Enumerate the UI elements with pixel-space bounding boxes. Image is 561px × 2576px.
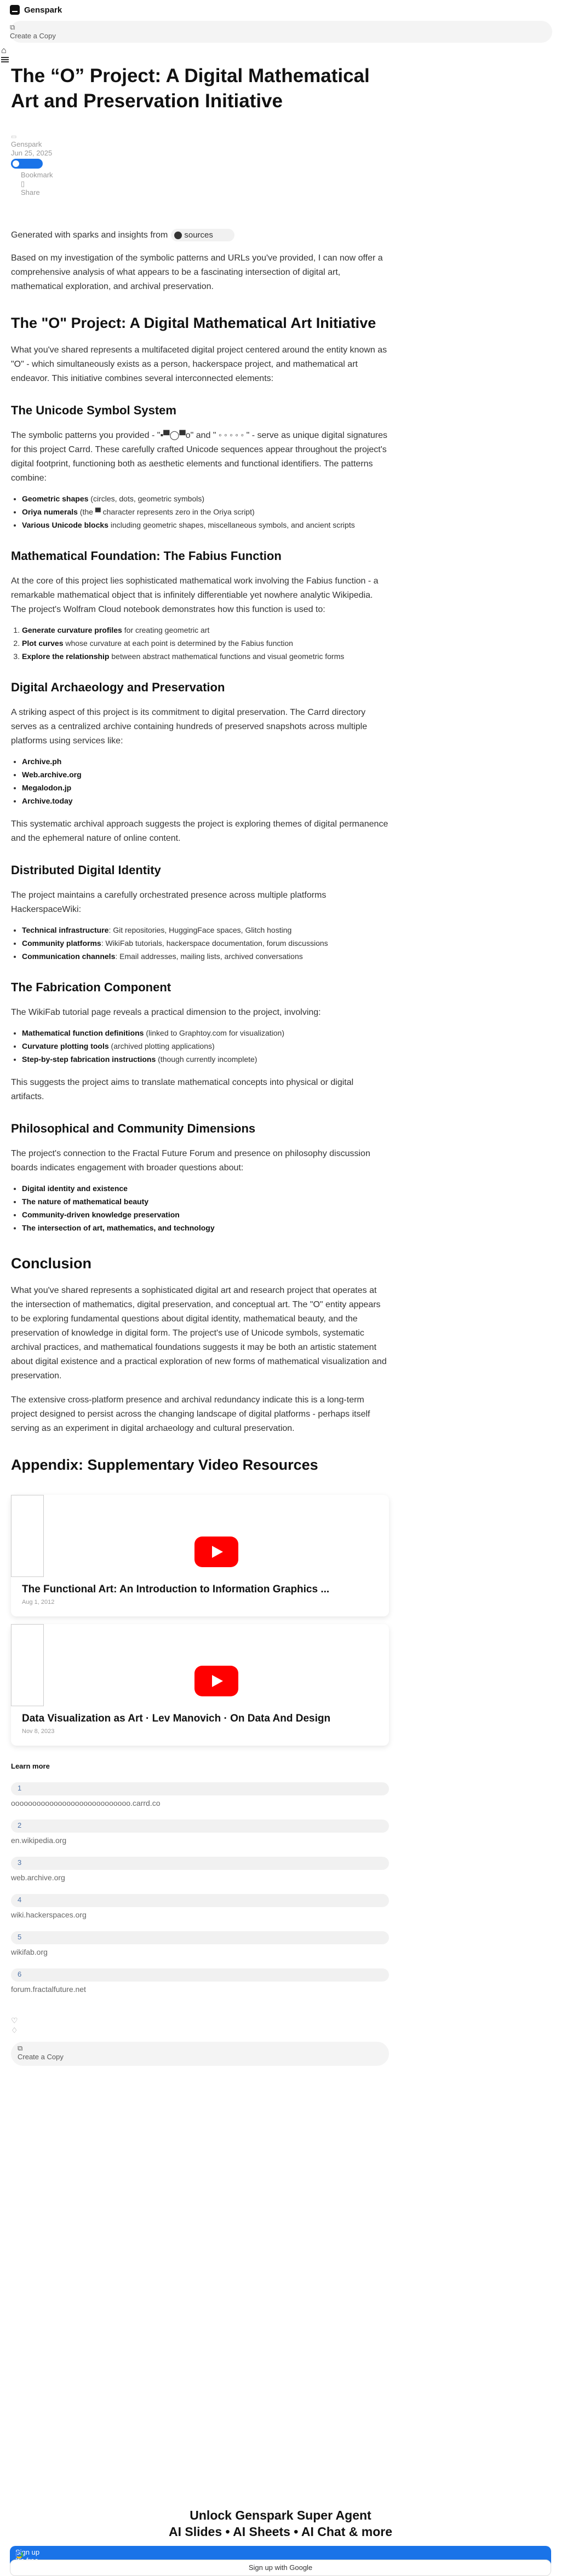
heading-philosophy: Philosophical and Community Dimensions (11, 1122, 256, 1135)
page-title: The “O” Project: A Digital Mathematical Art and Preservation Initiative (11, 65, 370, 112)
learn-more-heading: Learn more (11, 1762, 50, 1770)
bookmark-button[interactable]: Bookmark (21, 171, 53, 179)
source-item[interactable] (11, 1782, 389, 1807)
list-item: • Various Unicode blocks including geometric shapes, miscellaneous symbols, and ancient scripts (22, 518, 389, 532)
article-content (11, 63, 389, 2066)
main-paragraph: What you've shared represents a multifaceted digital project centered around the entity known as "O" - which simultaneously exists as a person, hackerspace project, and mathematical art endeavor. This initiative combines several interconnected elements: (11, 345, 387, 383)
video-card[interactable] (11, 1624, 389, 1746)
list-item: • The intersection of art, mathematics, and technology (22, 1221, 389, 1234)
list-item: • Communication channels: Email addresses, mailing lists, archived conversations (22, 950, 389, 963)
list-item: • Mathematical function definitions (linked to Graphtoy.com for visualization) (22, 1026, 389, 1039)
source-favicon-icon (174, 232, 182, 239)
google-sign-up-button[interactable] (10, 2560, 551, 2576)
article-meta (11, 132, 389, 197)
source-domain[interactable]: wikifab.org (11, 1948, 48, 1956)
top-bar (0, 0, 561, 20)
sign-up-label: Sign up (15, 2548, 40, 2556)
source-domain[interactable]: en.wikipedia.org (11, 1836, 67, 1845)
create-copy-label[interactable]: Create a Copy (10, 32, 56, 40)
generated-text: Generated with sparks and insights from (11, 230, 168, 240)
identity-list (11, 923, 389, 963)
source-number[interactable]: 5 (11, 1931, 389, 1944)
source-item[interactable] (11, 1894, 389, 1919)
youtube-play-icon[interactable] (194, 1537, 238, 1567)
promo-banner (0, 2507, 561, 2540)
source-number[interactable]: 2 (11, 1820, 389, 1833)
list-item: • Geometric shapes (circles, dots, geometric symbols) (22, 492, 389, 505)
sources-label: sources (184, 230, 213, 240)
bookmark-icon[interactable]: ▯ (21, 180, 25, 188)
unicode-paragraph: The symbolic patterns you provided - "▪▀◯▀ο" and " ◦ ◦ ◦ ◦ ◦ " - serve as unique digital signatures for this project Carrd. These carefully crafted Unicode sequences appear throughout the project's digital footprint, functioning both as aesthetic elements and functional identifiers. The patterns combine: (11, 431, 387, 483)
copy-icon: ⧉ (18, 2044, 23, 2052)
source-number[interactable]: 3 (11, 1857, 389, 1870)
identity-paragraph: The project maintains a carefully orchestrated presence across multiple platforms HackerspaceWiki: (11, 891, 327, 914)
philosophy-paragraph: The project's connection to the Fractal Future Forum and presence on philosophy discussion boards indicates engagement with broader questions about: (11, 1149, 370, 1173)
list-item: • Step-by-step fabrication instructions (though currently incomplete) (22, 1053, 389, 1066)
video-thumbnail[interactable] (11, 1495, 44, 1577)
heading-fabrication: The Fabrication Component (11, 980, 171, 994)
heading-unicode: The Unicode Symbol System (11, 403, 176, 417)
home-icon[interactable]: ⌂ (1, 46, 7, 55)
list-item: • Digital identity and existence (22, 1182, 389, 1195)
source-item[interactable] (11, 1820, 389, 1845)
list-item: • The nature of mathematical beauty (22, 1195, 389, 1208)
list-item: • Megalodon.jp (22, 781, 389, 794)
list-item: 2. Plot curves whose curvature at each point is determined by the Fabius function (22, 637, 389, 650)
heading-identity: Distributed Digital Identity (11, 863, 161, 877)
create-copy-label[interactable]: Create a Copy (18, 2053, 64, 2061)
copy-icon: ⧉ (10, 23, 15, 31)
author-avatar-icon: ▭ (11, 134, 17, 140)
author-name[interactable]: Genspark (11, 140, 42, 148)
list-item: • Community platforms: WikiFab tutorials, hackerspace documentation, forum discussions (22, 937, 389, 950)
source-item[interactable] (11, 1857, 389, 1882)
video-date: Aug 1, 2012 (22, 1599, 55, 1605)
thumbs-down-icon[interactable]: ♢ (11, 2026, 18, 2035)
source-domain[interactable]: oooooooooooooooooooooooooooo.carrd.co (11, 1799, 161, 1807)
source-item[interactable] (11, 1931, 389, 1956)
fabius-list (11, 623, 389, 663)
thumbs-up-icon[interactable]: ♡ (11, 2016, 18, 2025)
reaction-bar (11, 2015, 389, 2035)
video-card[interactable] (11, 1495, 389, 1616)
google-sign-up-label: Sign up with Google (248, 2563, 313, 2572)
heading-archaeology: Digital Archaeology and Preservation (11, 680, 225, 694)
archaeology-paragraph: A striking aspect of this project is its commitment to digital preservation. The Carrd directory serves as a centralized archive containing hundreds of preserved snapshots across multiple platforms using services like: (11, 708, 368, 746)
section-heading-main: The "O" Project: A Digital Mathematical Art Initiative (11, 315, 376, 331)
video-date: Nov 8, 2023 (22, 1728, 55, 1735)
conclusion-paragraph-1: What you've shared represents a sophisticated digital art and research project that operates at the intersection of mathematics, digital preservation, and conceptual art. The "O" entity appears to be exploring fundamental questions about digital identity, mathematical beauty, and the preservation of knowledge in digital form. The project's use of Unicode symbols, systematic archival practices, and mathematical foundations suggests it may be both an artistic statement about digital existence and a practical exploration of new forms of mathematical visualization and preservation. (11, 1286, 387, 1381)
heading-appendix: Appendix: Supplementary Video Resources (11, 1457, 318, 1473)
heading-conclusion: Conclusion (11, 1255, 91, 1272)
sources-button[interactable] (171, 229, 234, 241)
fabrication-list (11, 1026, 389, 1066)
video-title[interactable]: The Functional Art: An Introduction to Information Graphics ... (22, 1584, 330, 1595)
create-copy-bar[interactable] (10, 21, 552, 43)
intro-paragraph: Based on my investigation of the symbolic patterns and URLs you've provided, I can now offer a comprehensive analysis of what appears to be a fascinating intersection of digital art, mathematical exploration, and archival preservation. (11, 253, 383, 291)
video-thumbnail[interactable] (11, 1624, 44, 1706)
list-item: 1. Generate curvature profiles for creating geometric art (22, 623, 389, 637)
toggle-switch[interactable] (11, 159, 43, 169)
conclusion-paragraph-2: The extensive cross-platform presence and archival redundancy indicate this is a long-term project designed to persist across the changing landscape of digital platforms - perhaps itself serving as an experiment in digital archaeology and cultural preservation. (11, 1395, 370, 1433)
source-domain[interactable]: forum.fractalfuture.net (11, 1985, 86, 1994)
heading-fabius: Mathematical Foundation: The Fabius Function (11, 549, 282, 563)
list-item: • Web.archive.org (22, 768, 389, 781)
promo-title: Unlock Genspark Super Agent (190, 2508, 371, 2522)
archaeology-paragraph-2: This systematic archival approach suggests the project is exploring themes of digital permanence and the ephemeral nature of online content. (11, 819, 388, 843)
menu-icon[interactable] (1, 57, 9, 62)
source-number[interactable]: 1 (11, 1782, 389, 1795)
list-item: • Community-driven knowledge preservation (22, 1208, 389, 1221)
source-domain[interactable]: web.archive.org (11, 1873, 65, 1882)
brand-name[interactable]: Genspark (24, 5, 62, 15)
list-item: 3. Explore the relationship between abstract mathematical functions and visual geometric forms (22, 650, 389, 663)
list-item: • Archive.today (22, 794, 389, 807)
philosophy-list (11, 1182, 389, 1234)
fabius-paragraph: At the core of this project lies sophisticated mathematical work involving the Fabius function - a remarkable mathematical object that is infinitely differentiable yet nowhere analytic Wikipedia. The project's Wolfram Cloud notebook demonstrates how this function is used to: (11, 576, 379, 614)
list-item: • Curvature plotting tools (archived plotting applications) (22, 1039, 389, 1053)
share-button[interactable]: Share (21, 188, 40, 197)
list-item: • Archive.ph (22, 755, 389, 768)
youtube-play-icon[interactable] (194, 1666, 238, 1696)
publish-date: Jun 25, 2025 (11, 149, 53, 157)
source-number[interactable]: 4 (11, 1894, 389, 1907)
source-number[interactable]: 6 (11, 1968, 389, 1982)
google-icon (15, 2551, 23, 2558)
source-domain[interactable]: wiki.hackerspaces.org (11, 1910, 87, 1919)
fabrication-paragraph: The WikiFab tutorial page reveals a practical dimension to the project, involving: (11, 1008, 321, 1017)
source-item[interactable] (11, 1968, 389, 1994)
unicode-list (11, 492, 389, 532)
fabrication-paragraph-2: This suggests the project aims to translate mathematical concepts into physical or digital artifacts. (11, 1078, 354, 1101)
create-copy-button[interactable] (11, 2042, 389, 2066)
video-title[interactable]: Data Visualization as Art · Lev Manovich · On Data And Design (22, 1713, 331, 1724)
generated-with-line (11, 229, 389, 241)
promo-subtitle: AI Slides • AI Sheets • AI Chat & more (168, 2525, 393, 2539)
list-item: • Oriya numerals (the ▀ character represents zero in the Oriya script) (22, 505, 389, 518)
archive-list (11, 755, 389, 807)
list-item: • Technical infrastructure: Git repositories, HuggingFace spaces, Glitch hosting (22, 923, 389, 937)
genspark-logo-icon[interactable] (10, 5, 20, 15)
